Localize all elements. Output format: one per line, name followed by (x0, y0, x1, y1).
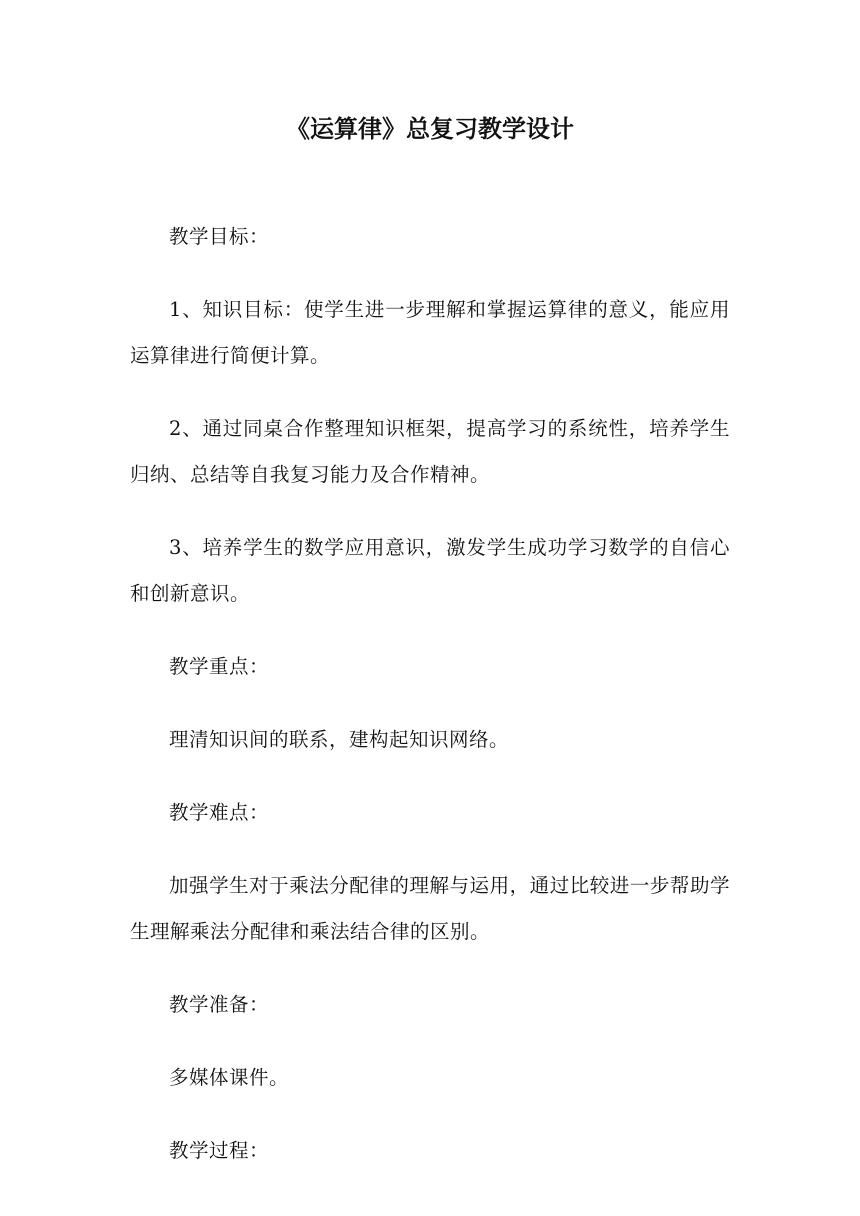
document-title: 《运算律》总复习教学设计 (286, 114, 574, 143)
key-points-text: 理清知识间的联系，建构起知识网络。 (169, 728, 510, 751)
objective-item-3: 3、培养学生的数学应用意识，激发学生成功学习数学的自信心和创新意识。 (130, 536, 730, 605)
section-heading-process: 教学过程： (169, 1139, 270, 1162)
preparation-text: 多媒体课件。 (169, 1066, 290, 1089)
difficulties-text: 加强学生对于乘法分配律的理解与运用，通过比较进一步帮助学生理解乘法分配律和乘法结合律的区别。 (130, 874, 730, 943)
section-heading-key-points: 教学重点： (169, 655, 270, 678)
section-heading-objectives: 教学目标： (169, 225, 270, 248)
section-heading-difficulties: 教学难点： (169, 801, 270, 824)
document-body (130, 214, 730, 1201)
objective-item-2: 2、通过同桌合作整理知识框架，提高学习的系统性，培养学生归纳、总结等自我复习能力及合作精神。 (130, 417, 730, 486)
section-heading-preparation: 教学准备： (169, 993, 270, 1016)
objective-item-1: 1、知识目标：使学生进一步理解和掌握运算律的意义，能应用运算律进行简便计算。 (130, 298, 730, 367)
